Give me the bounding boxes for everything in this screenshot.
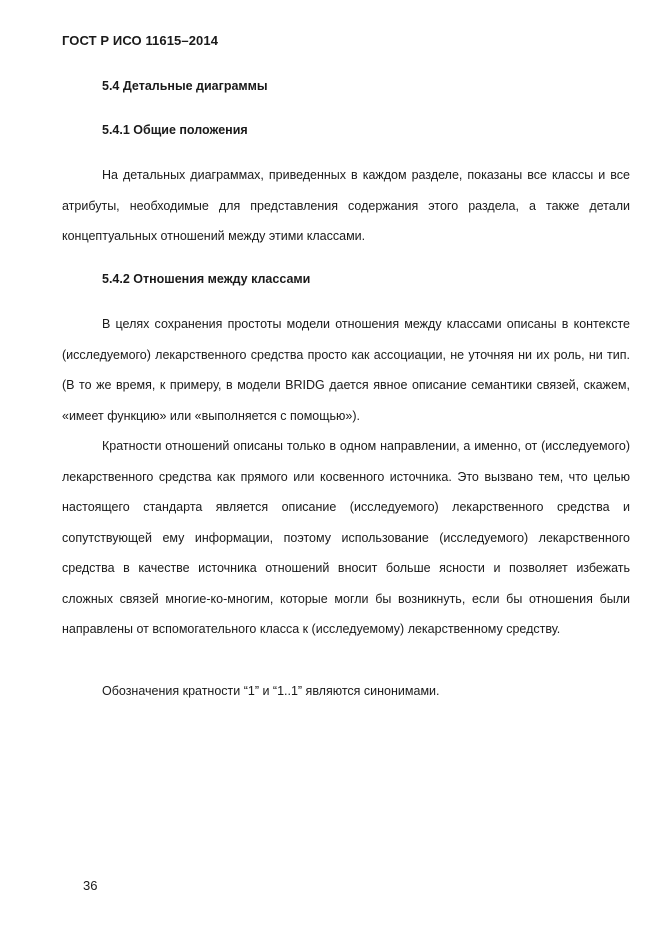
section-heading: 5.4 Детальные диаграммы — [102, 79, 268, 93]
subsection-heading-relations: 5.4.2 Отношения между классами — [102, 272, 311, 286]
document-header: ГОСТ Р ИСО 11615–2014 — [62, 33, 219, 48]
paragraph-relations-1: В целях сохранения простоты модели отношения между классами описаны в контексте (исследуемого) лекарственного средства просто как ассоциации, не уточняя ни их роль, ни тип. (В то же время, к примеру, в модели BRIDG дается явное описание семантики связей, скажем, «имеет функцию» или «выполняется с помощью»). — [62, 317, 630, 423]
subsection-heading-general: 5.4.1 Общие положения — [102, 123, 248, 137]
paragraph-relations-2: Кратности отношений описаны только в одном направлении, а именно, от (исследуемого) лекарственного средства как прямого или косвенного источника. Это вызвано тем, что целью настоящего стандарта является описание (исследуемого) лекарственного средства и сопутствующей ему информации, поэтому использование (исследуемого) лекарственного средства в качестве источника отношений вносит больше ясности и позволяет избежать сложных связей многие-ко-многим, которые могли бы возникнуть, если бы отношения были направлены от вспомогательного класса к (исследуемому) лекарственному средству. — [62, 439, 630, 636]
paragraph-general: На детальных диаграммах, приведенных в каждом разделе, показаны все классы и все атрибуты, необходимые для представления содержания этого раздела, а также детали концептуальных отношений между этими классами. — [62, 168, 630, 243]
page-number: 36 — [83, 878, 98, 893]
paragraph-relations-3: Обозначения кратности “1” и “1..1” являются синонимами. — [102, 684, 440, 698]
